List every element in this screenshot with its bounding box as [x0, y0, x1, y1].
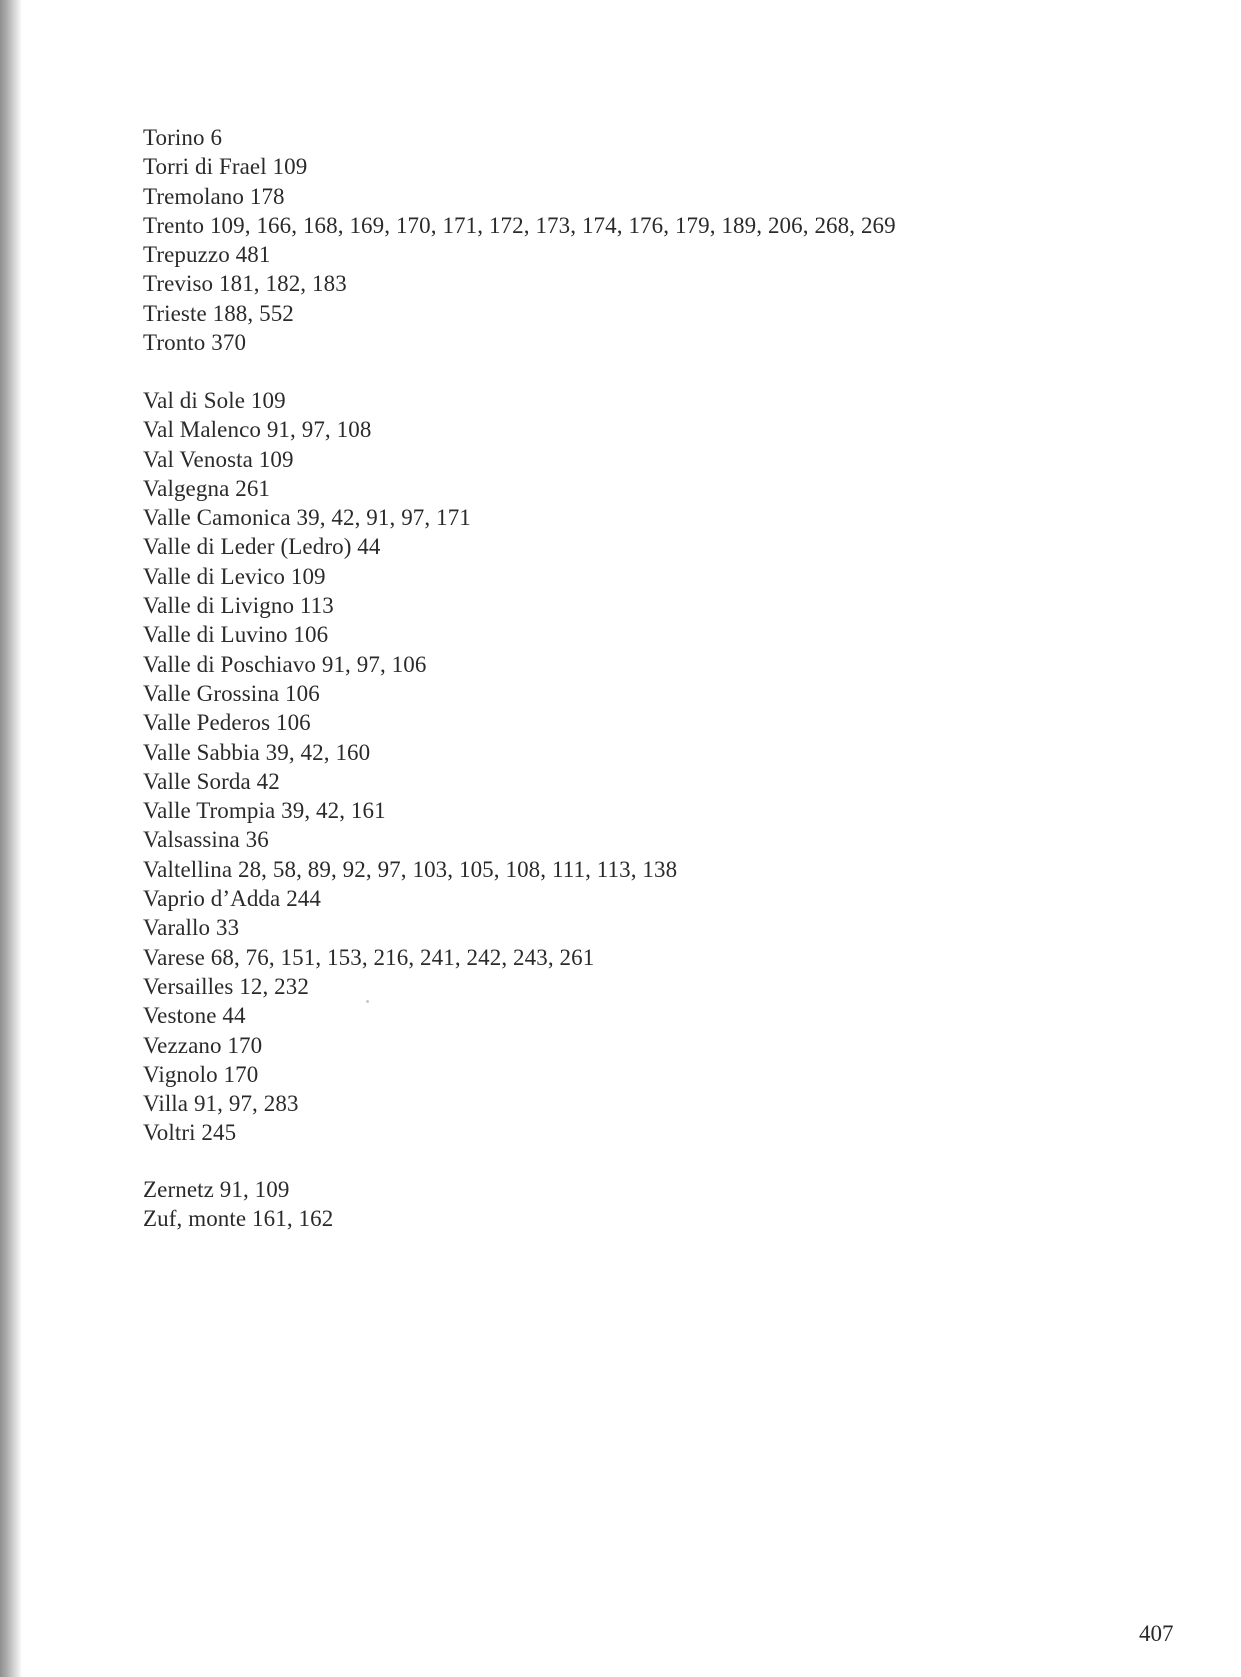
index-entry: Valle di Poschiavo 91, 97, 106	[143, 651, 427, 677]
index-entry: Varese 68, 76, 151, 153, 216, 241, 242, 243, 261	[143, 944, 595, 970]
page-binding-shadow	[0, 0, 22, 1677]
index-entry: Trepuzzo 481	[143, 242, 271, 268]
index-entry: Tronto 370	[143, 330, 247, 356]
index-section-z	[143, 1175, 333, 1234]
index-entry: Valle di Leder (Ledro) 44	[143, 534, 381, 560]
index-entry: Treviso 181, 182, 183	[143, 271, 347, 297]
index-entry: Villa 91, 97, 283	[143, 1091, 299, 1117]
index-entry: Versailles 12, 232	[143, 973, 309, 999]
index-entry: Vaprio d’Adda 244	[143, 886, 321, 912]
page-number: 407	[1139, 1621, 1174, 1646]
index-entry: Valgegna 261	[143, 475, 271, 501]
index-entry: Valsassina 36	[143, 827, 269, 853]
index-entry: Voltri 245	[143, 1120, 237, 1146]
paper-speck	[366, 1000, 369, 1003]
index-section-t	[143, 123, 896, 357]
index-entry: Valtellina 28, 58, 89, 92, 97, 103, 105, 108, 111, 113, 138	[143, 856, 678, 882]
index-entry: Tremolano 178	[143, 183, 285, 209]
index-entry: Torri di Frael 109	[143, 154, 308, 180]
index-entry: Zuf, monte 161, 162	[143, 1206, 334, 1232]
index-entry: Vezzano 170	[143, 1032, 263, 1058]
index-entry: Zernetz 91, 109	[143, 1177, 290, 1202]
index-entry: Trieste 188, 552	[143, 300, 294, 326]
index-entry: Vignolo 170	[143, 1061, 259, 1087]
index-entry: Valle di Livigno 113	[143, 593, 334, 619]
index-entry: Valle Sorda 42	[143, 768, 280, 794]
index-entry: Varallo 33	[143, 915, 240, 941]
index-section-v	[143, 386, 677, 1148]
index-entry: Valle Grossina 106	[143, 680, 320, 706]
index-entry: Valle Pederos 106	[143, 710, 311, 736]
index-entry: Val Malenco 91, 97, 108	[143, 417, 372, 443]
index-entry: Trento 109, 166, 168, 169, 170, 171, 172, 173, 174, 176, 179, 189, 206, 268, 269	[143, 212, 896, 238]
index-entry: Torino 6	[143, 125, 223, 150]
index-entry: Valle Sabbia 39, 42, 160	[143, 739, 371, 765]
index-entry: Vestone 44	[143, 1003, 246, 1029]
index-entry: Valle Trompia 39, 42, 161	[143, 798, 386, 824]
index-entry: Valle Camonica 39, 42, 91, 97, 171	[143, 505, 471, 531]
index-entry: Valle di Luvino 106	[143, 622, 329, 648]
index-entry: Val di Sole 109	[143, 388, 286, 413]
index-entry: Val Venosta 109	[143, 446, 294, 472]
index-entry: Valle di Levico 109	[143, 563, 326, 589]
